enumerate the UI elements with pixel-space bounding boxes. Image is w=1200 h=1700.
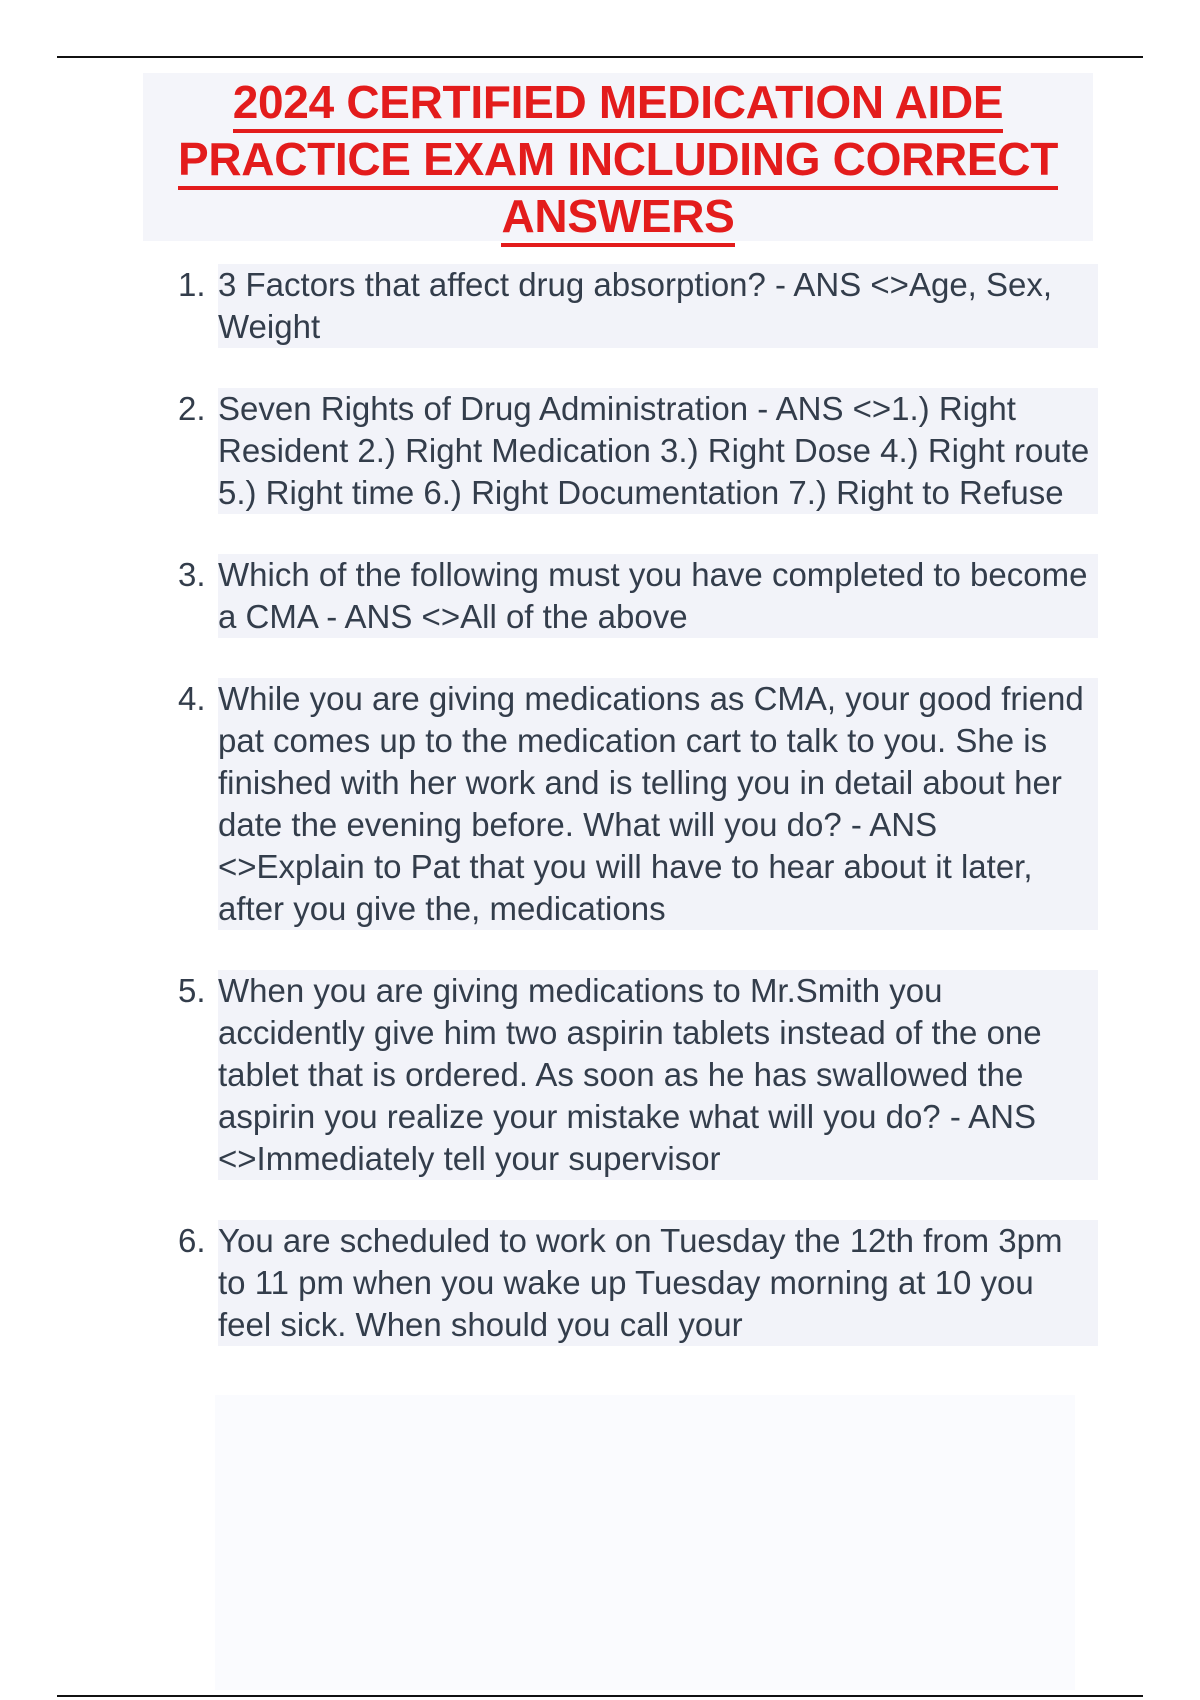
question-number: 5. — [178, 972, 206, 1009]
question-number: 2. — [178, 390, 206, 427]
question-item-6 — [178, 1220, 1098, 1346]
question-number: 6. — [178, 1222, 206, 1259]
question-text: You are scheduled to work on Tuesday the 12th from 3pm to 11 pm when you wake up Tuesday morning at 10 you feel sick. When should you call your — [218, 1220, 1098, 1346]
question-text: 3 Factors that affect drug absorption? - ANS <>Age, Sex, Weight — [218, 264, 1098, 348]
question-item-5 — [178, 970, 1098, 1180]
question-list — [178, 264, 1098, 1346]
question-number: 1. — [178, 266, 206, 303]
question-text: While you are giving medications as CMA, your good friend pat comes up to the medication cart to talk to you. She is finished with her work and is telling you in detail about her date the evening before. What will you do? - ANS <>Explain to Pat that you will have to hear about it later, after you give the, medications — [218, 678, 1098, 930]
question-item-2 — [178, 388, 1098, 514]
title-line-2: PRACTICE EXAM INCLUDING CORRECT — [178, 133, 1058, 190]
page-title — [143, 73, 1093, 241]
question-text: Which of the following must you have completed to become a CMA - ANS <>All of the above — [218, 554, 1098, 638]
bottom-rule — [57, 1695, 1143, 1697]
question-text: Seven Rights of Drug Administration - ANS <>1.) Right Resident 2.) Right Medication 3.) Right Dose 4.) Right route 5.) Right time 6.) Right Documentation 7.) Right to Refuse — [218, 388, 1098, 514]
question-number: 4. — [178, 680, 206, 717]
title-line-1: 2024 CERTIFIED MEDICATION AIDE — [233, 76, 1004, 133]
question-text: When you are giving medications to Mr.Smith you accidently give him two aspirin tablets instead of the one tablet that is ordered. As soon as he has swallowed the aspirin you realize your mistake what will you do? - ANS <>Immediately tell your supervisor — [218, 970, 1098, 1180]
question-item-4 — [178, 678, 1098, 930]
question-item-3 — [178, 554, 1098, 638]
top-rule — [57, 56, 1143, 58]
question-number: 3. — [178, 556, 206, 593]
background-shade — [215, 1395, 1075, 1690]
question-item-1 — [178, 264, 1098, 348]
title-line-3: ANSWERS — [501, 190, 734, 247]
